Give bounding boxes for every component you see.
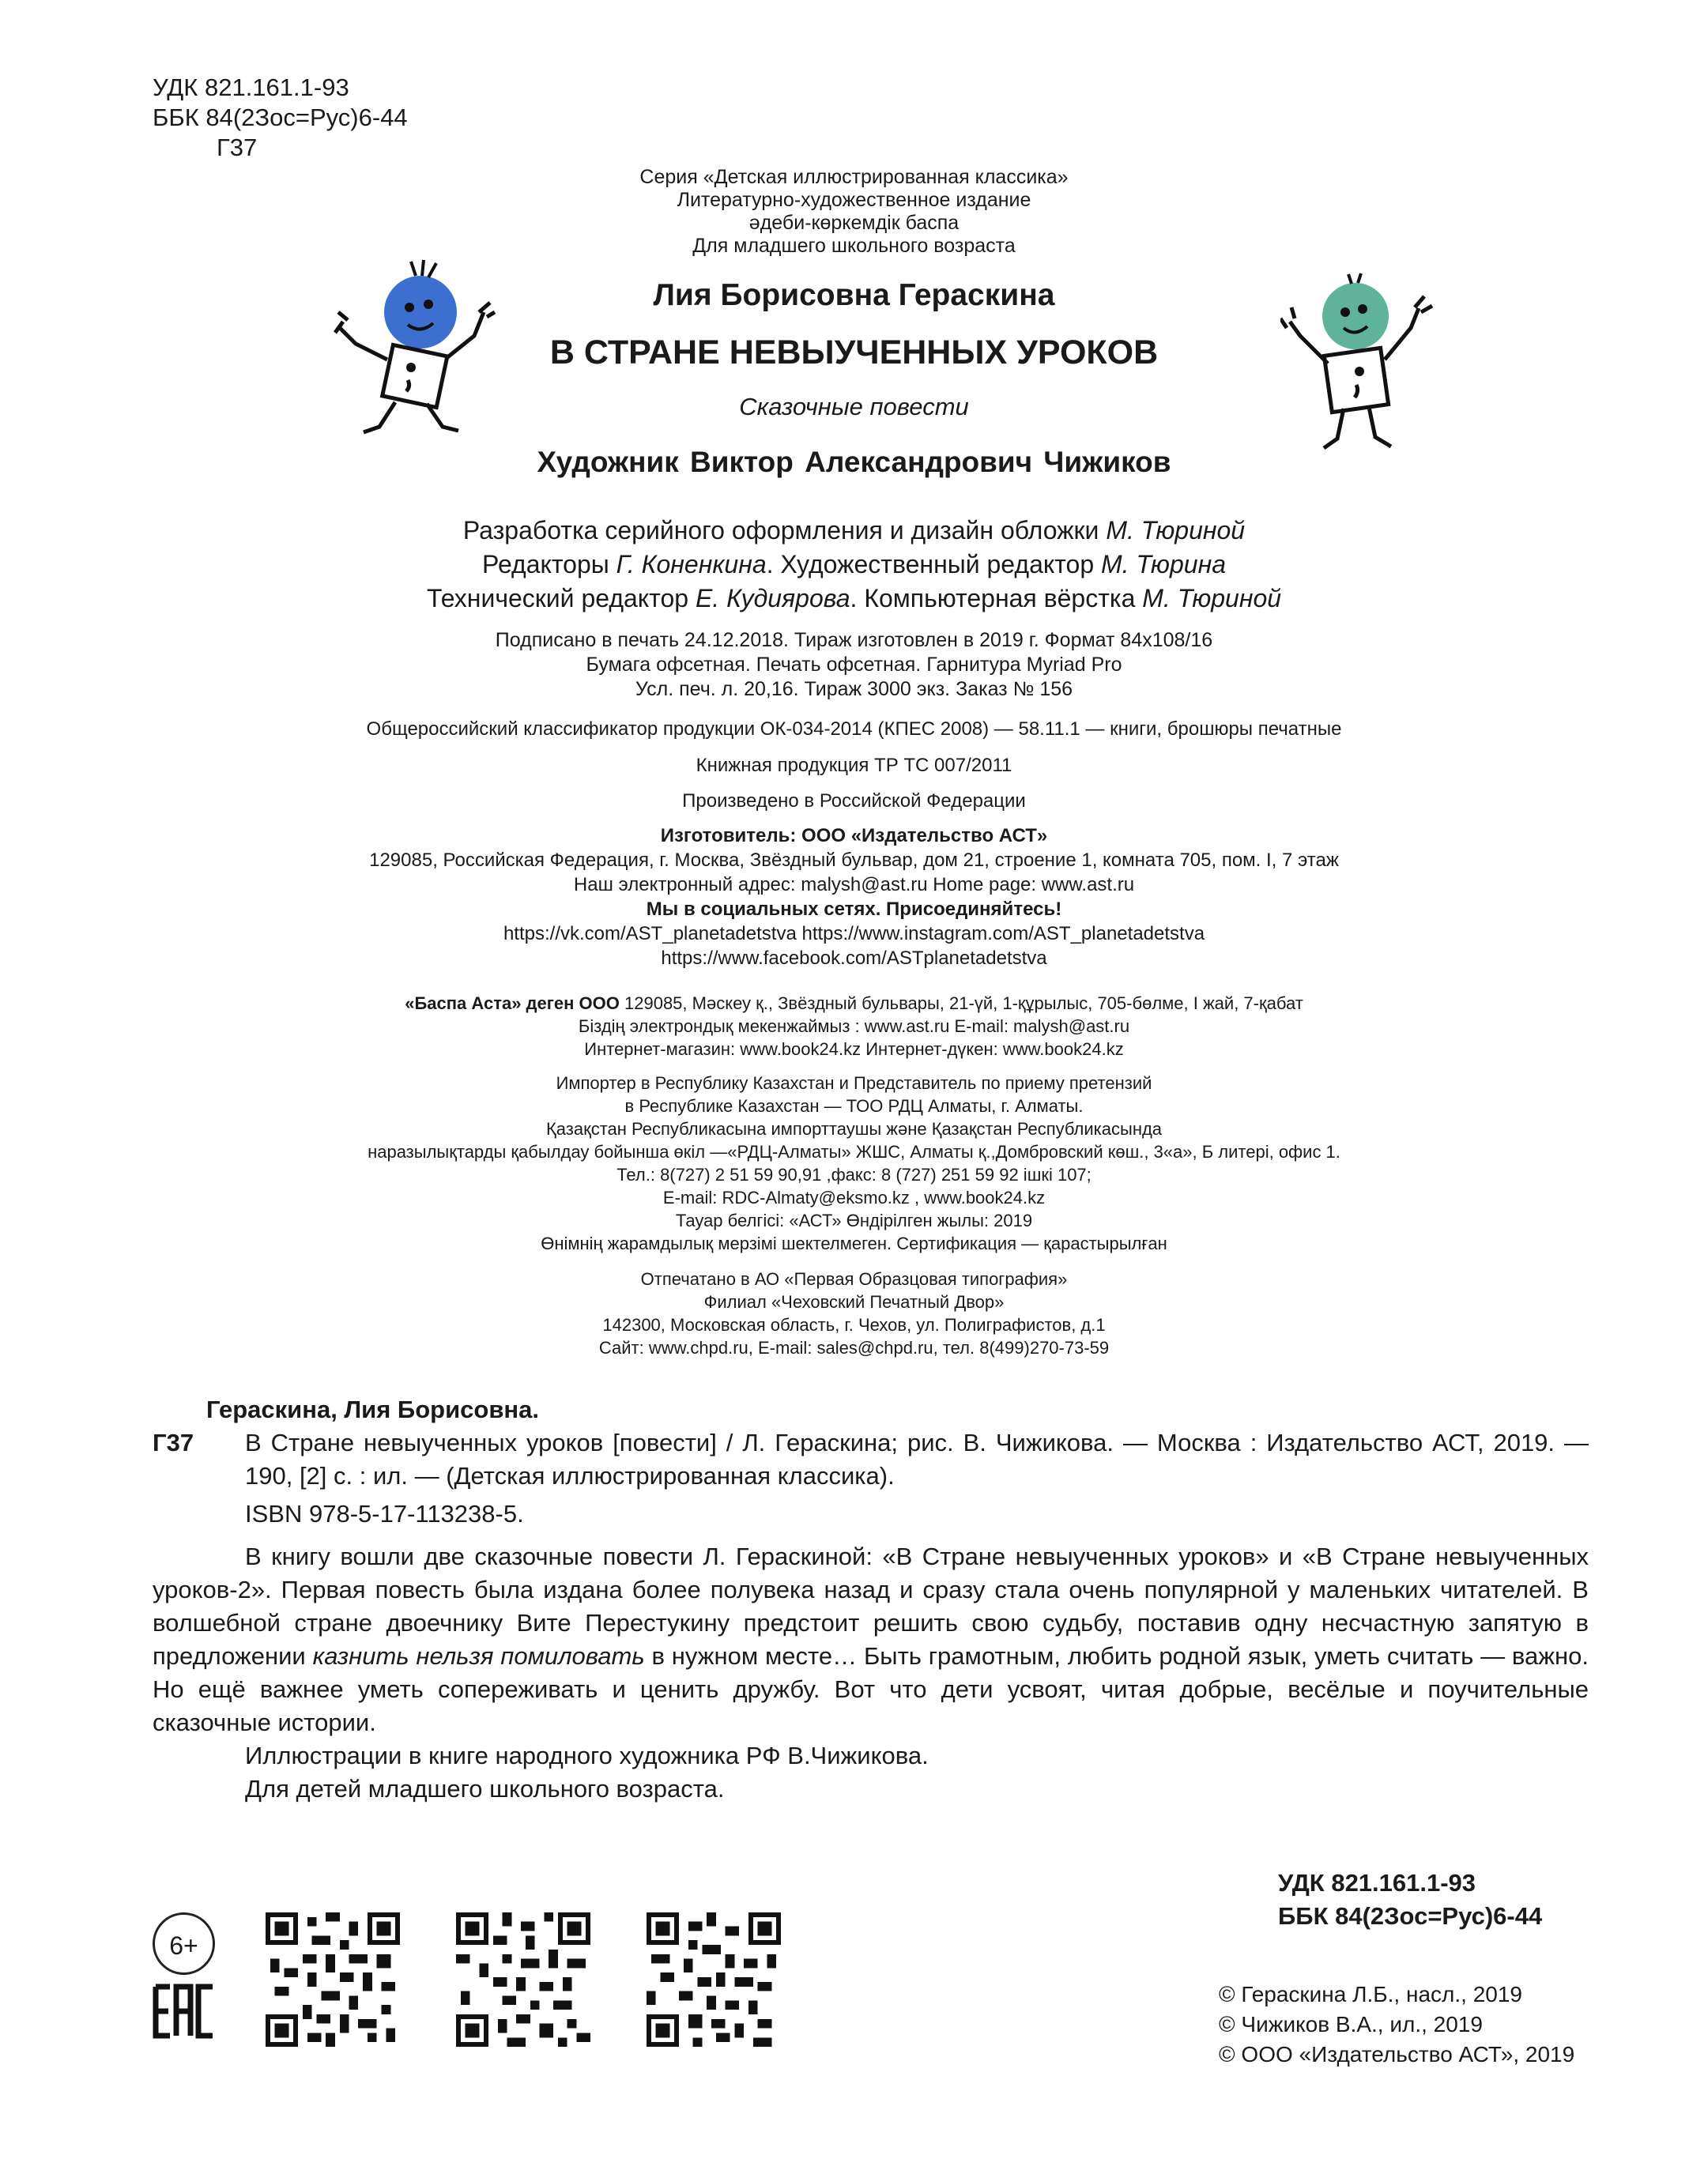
copyright-line: © ООО «Издательство АСТ», 2019 [1219, 2042, 1575, 2067]
credits-name: Г. Коненкина [616, 550, 767, 578]
manufacturer-block [0, 823, 1708, 970]
credits-line [0, 548, 1708, 582]
series-line: Для младшего школьного возраста [692, 235, 1016, 257]
bbk-code: ББК 84(2Зос=Рус)6-44 [1278, 1902, 1543, 1930]
udk-code: УДК 821.161.1-93 [153, 73, 349, 101]
series-block [0, 166, 1708, 258]
kz-line: Интернет-магазин: www.book24.kz Интернет-дүкен: www.book24.kz [584, 1039, 1124, 1059]
annotation-italic: казнить нельзя помиловать [312, 1642, 645, 1670]
qr-code-icon [266, 1912, 400, 2047]
series-line: әдеби-көркемдік баспа [748, 212, 960, 234]
printer-line: Отпечатано в АО «Первая Образцовая типография» [640, 1269, 1068, 1289]
credits-text: . Компьютерная вёрстка [850, 584, 1143, 612]
copyright-line: © Гераскина Л.Б., насл., 2019 [1219, 1982, 1522, 2006]
social-title: Мы в социальных сетях. Присоединяйтесь! [646, 899, 1062, 920]
credits-name: Е. Кудиярова [695, 584, 850, 612]
credits-block [0, 514, 1708, 616]
isbn: ISBN 978-5-17-113238-5. [245, 1500, 524, 1528]
udk-code: УДК 821.161.1-93 [1278, 1869, 1476, 1897]
bbk-code: ББК 84(2Зос=Рус)6-44 [153, 104, 408, 131]
copyright-line: © Чижиков В.А., ил., 2019 [1219, 2012, 1483, 2036]
credits-text: Технический редактор [426, 584, 696, 612]
kz-line: Біздің электрондық мекенжаймыз : www.ast.ru E-mail: malysh@ast.ru [578, 1016, 1130, 1036]
print-line: Подписано в печать 24.12.2018. Тираж изготовлен в 2019 г. Формат 84x108/16 [495, 629, 1213, 651]
printer-line: Филиал «Чеховский Печатный Двор» [703, 1292, 1005, 1312]
kz-line: Тауар белгісі: «АСТ» Өндірілген жылы: 2019 [675, 1211, 1033, 1230]
printer-line: Сайт: www.chpd.ru, E-mail: sales@chpd.ru, тел. 8(499)270-73-59 [598, 1338, 1110, 1358]
kz-block [0, 992, 1708, 1359]
bibliographic-entry [153, 1393, 1589, 1806]
print-data [0, 628, 1708, 702]
credits-text: . Художественный редактор [766, 550, 1101, 578]
book-artist: Художник Виктор Александрович Чижиков [537, 446, 1171, 478]
age-rating-badge: 6+ [153, 1912, 215, 1975]
copyright-block [1219, 1980, 1574, 2070]
print-line: Бумага офсетная. Печать офсетная. Гарнитура Myriad Pro [586, 654, 1122, 676]
biblio-description [153, 1426, 1589, 1493]
tr-line: Книжная продукция ТР ТС 007/2011 [696, 755, 1012, 776]
credits-text: Разработка серийного оформления и дизайн обложки [462, 516, 1107, 544]
credits-name: М. Тюриной [1106, 516, 1246, 544]
kz-line: наразылықтарды қабылдау бойынша өкіл —«РДЦ-Алматы» ЖШС, Алматы қ.,Домбровский көш., 3«а», Б литері, офис 1. [368, 1142, 1340, 1162]
made-in-line: Произведено в Российской Федерации [682, 790, 1026, 812]
manufacturer-contacts: Наш электронный адрес: malysh@ast.ru Home page: www.ast.ru [573, 874, 1135, 895]
print-line: Усл. печ. л. 20,16. Тираж 3000 экз. Заказ № 156 [635, 678, 1073, 700]
eac-mark-icon [153, 1984, 216, 2039]
series-line: Литературно-художественное издание [677, 189, 1031, 211]
biblio-mark: Г37 [153, 1429, 194, 1456]
credits-line [0, 582, 1708, 616]
top-classification-codes [153, 73, 408, 163]
annotation [153, 1540, 1589, 1739]
bottom-classification-codes [1278, 1867, 1542, 1933]
kz-line: Импортер в Республику Казахстан и Представитель по приему претензий [556, 1073, 1152, 1093]
kz-publisher: «Баспа Аста» деген ООО [405, 993, 620, 1013]
book-author: Лия Борисовна Гераскина [653, 278, 1055, 312]
biblio-heading: Гераскина, Лия Борисовна. [206, 1396, 539, 1423]
social-links: https://www.facebook.com/ASTplanetadetstva [661, 948, 1047, 969]
kz-line: E-mail: RDC-Almaty@eksmo.kz , www.book24.kz [662, 1188, 1046, 1208]
annotation-text: в нужном месте… Быть грамотным, любить родной язык, уметь считать — важно. Но ещё важнее уметь сопереживать и ценить дружбу. Вот что дети усвоят, читая добрые, весёлые и поучительные сказочные истории. [153, 1642, 1589, 1736]
manufacturer-title: Изготовитель: ООО «Издательство АСТ» [660, 825, 1048, 846]
qr-code-icon [647, 1912, 781, 2047]
credits-name: М. Тюрина [1101, 550, 1226, 578]
annotation-text: В книгу вошли две сказочные повести Л. Гераскиной: «В Стране невыученных уроков» и «В Стране невыученных уроков-2». Первая повесть была издана более полувека назад и сразу стала очень популярной у маленьких читателей. В волшебной стране двоечнику Вите Перестукину предстоит решить свою судьбу, поставив одну несчастную запятую в предложении [153, 1543, 1589, 1670]
author-mark: Г37 [217, 134, 258, 161]
credits-name: М. Тюриной [1142, 584, 1282, 612]
kz-line: Өнімнің жарамдылық мерзімі шектелмеген. Сертификация — қарастырылған [541, 1234, 1167, 1253]
social-links: https://vk.com/AST_planetadetstva https://www.instagram.com/AST_planetadetstva [503, 923, 1205, 944]
book-title: В СТРАНЕ НЕВЫУЧЕННЫХ УРОКОВ [549, 333, 1159, 371]
biblio-entry-text: В Стране невыученных уроков [повести] / Л. Гераскина; рис. В. Чижикова. — Москва : Издательство АСТ, 2019. — 190, [2] с. : ил. — (Детская иллюстрированная классика). [245, 1429, 1589, 1490]
credits-text: Редакторы [482, 550, 616, 578]
book-subtitle: Сказочные повести [739, 393, 969, 420]
kz-address: 129085, Мәскеу қ., Звёздный бульвары, 21-үй, 1-құрылыс, 705-бөлме, I жай, 7-қабат [619, 993, 1303, 1013]
kz-line [0, 992, 1708, 1015]
qr-code-icon [456, 1912, 590, 2047]
illustrations-note: Иллюстрации в книге народного художника РФ В.Чижикова. [245, 1742, 929, 1769]
printer-line: 142300, Московская область, г. Чехов, ул. Полиграфистов, д.1 [602, 1315, 1106, 1335]
kz-line: Қазақстан Республикасына импорттаушы және Қазақстан Республикасында [545, 1119, 1163, 1139]
credits-line [0, 514, 1708, 548]
manufacturer-address: 129085, Российская Федерация, г. Москва, Звёздный бульвар, дом 21, строение 1, комната 705, пом. I, 7 этаж [369, 850, 1339, 871]
kz-line: в Республике Казахстан — ТОО РДЦ Алматы, г. Алматы. [624, 1096, 1084, 1116]
audience-note: Для детей младшего школьного возраста. [245, 1775, 725, 1803]
kz-line: Тел.: 8(727) 2 51 59 90,91 ,факс: 8 (727) 251 59 92 ішкі 107; [616, 1165, 1092, 1185]
okpd-line: Общероссийский классификатор продукции ОК-034-2014 (КПЕС 2008) — 58.11.1 — книги, брошюры печатные [366, 718, 1342, 740]
series-line: Серия «Детская иллюстрированная классика» [639, 166, 1069, 188]
